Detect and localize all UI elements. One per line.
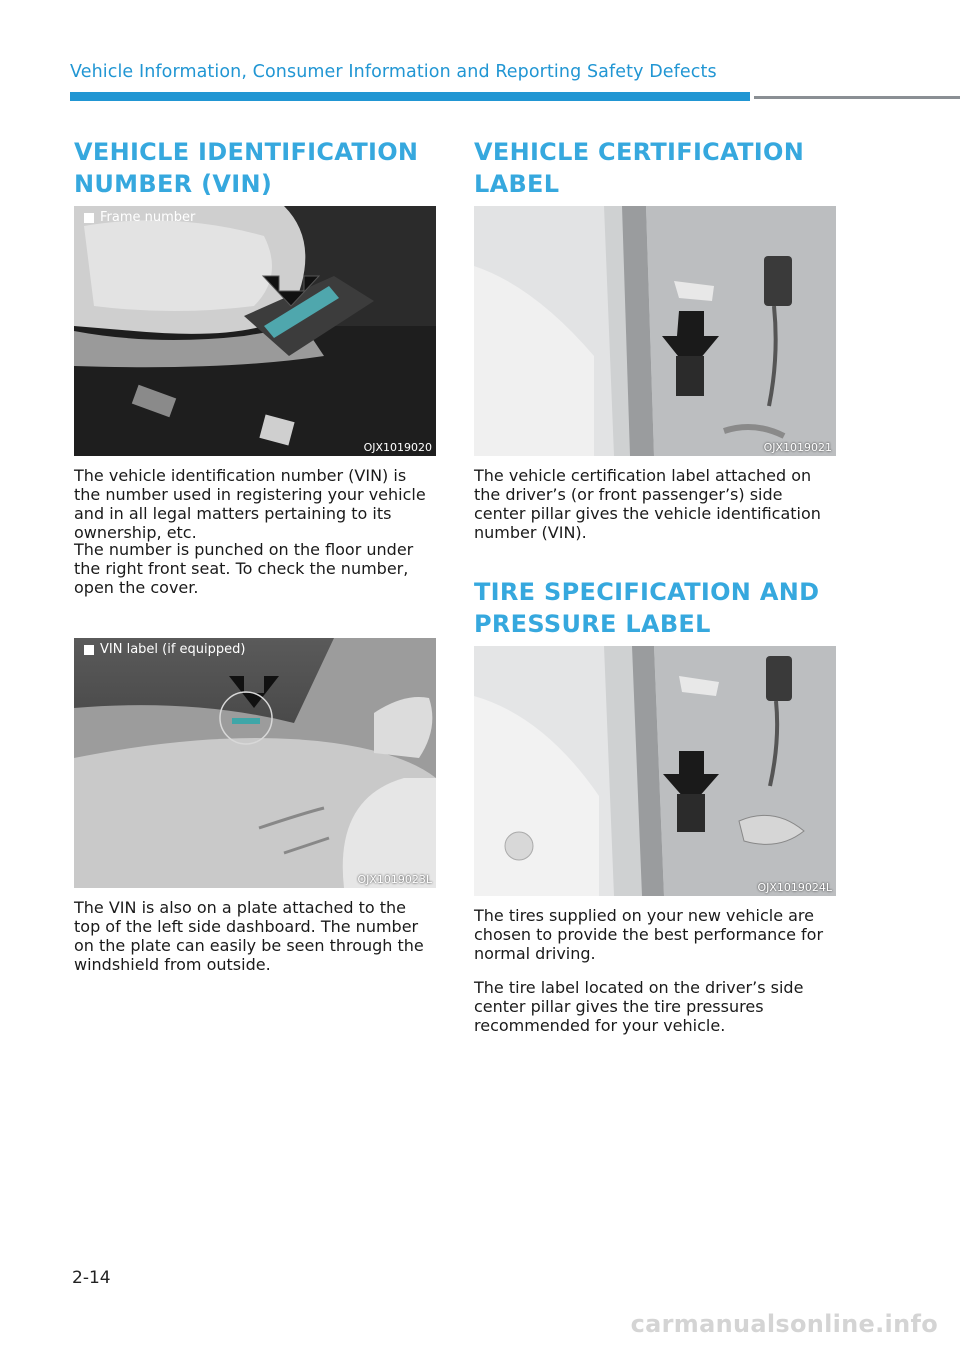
vin-heading [74,136,436,200]
cert-label-figure [474,206,836,456]
watermark: carmanualsonline.info [630,1310,938,1338]
figure-code: OJX1019020 [363,441,432,454]
vin-label-figure [74,638,436,888]
header-rule-blue [70,92,750,101]
cert-heading-line2: LABEL [474,170,560,198]
caption-bullet-icon [84,645,94,655]
tire-label-figure [474,646,836,896]
vin-paragraph-1: The vehicle identification number (VIN) is the number used in registering your vehicle and in all legal matters pertaining to its ownership, etc. [74,466,426,542]
frame-number-caption-text: Frame number [100,210,196,225]
cert-paragraph-1: The vehicle certification label attached on the driver’s (or front passenger’s) side center pillar gives the vehicle identification number (VIN). [474,466,821,542]
vin-heading-line2: NUMBER (VIN) [74,170,273,198]
vin-heading-line1: VEHICLE IDENTIFICATION [74,138,419,166]
figure-code: OJX1019024L [757,881,832,894]
frame-number-caption [84,210,195,225]
cert-heading-line1: VEHICLE CERTIFICATION [474,138,805,166]
vin-paragraph-2: The number is punched on the floor under the right front seat. To check the number, open the cover. [74,540,414,597]
tire-heading [474,576,836,640]
vin-label-caption [84,642,245,657]
tire-heading-line1: TIRE SPECIFICATION AND [474,578,820,606]
header-rule-gray [754,96,960,99]
vin-label-caption-text: VIN label (if equipped) [100,642,246,657]
page-number: 2-14 [72,1268,111,1288]
cert-heading [474,136,836,200]
running-header: Vehicle Information, Consumer Information and Reporting Safety Defects [70,62,717,82]
cert-label-illustration [474,206,836,456]
vin-label-illustration [74,638,436,888]
frame-number-illustration [74,206,436,456]
tire-label-illustration [474,646,836,896]
frame-number-figure [74,206,436,456]
tire-paragraph-2: The tire label located on the driver’s side center pillar gives the tire pressures recommended for your vehicle. [474,978,804,1035]
tire-heading-line2: PRESSURE LABEL [474,610,711,638]
figure-code: OJX1019021 [763,441,832,454]
tire-paragraph-1: The tires supplied on your new vehicle are chosen to provide the best performance for normal driving. [474,906,824,963]
caption-bullet-icon [84,213,94,223]
vin-paragraph-3: The VIN is also on a plate attached to the top of the left side dashboard. The number on the plate can easily be seen through the windshield from outside. [74,898,424,974]
figure-code: OJX1019023L [357,873,432,886]
